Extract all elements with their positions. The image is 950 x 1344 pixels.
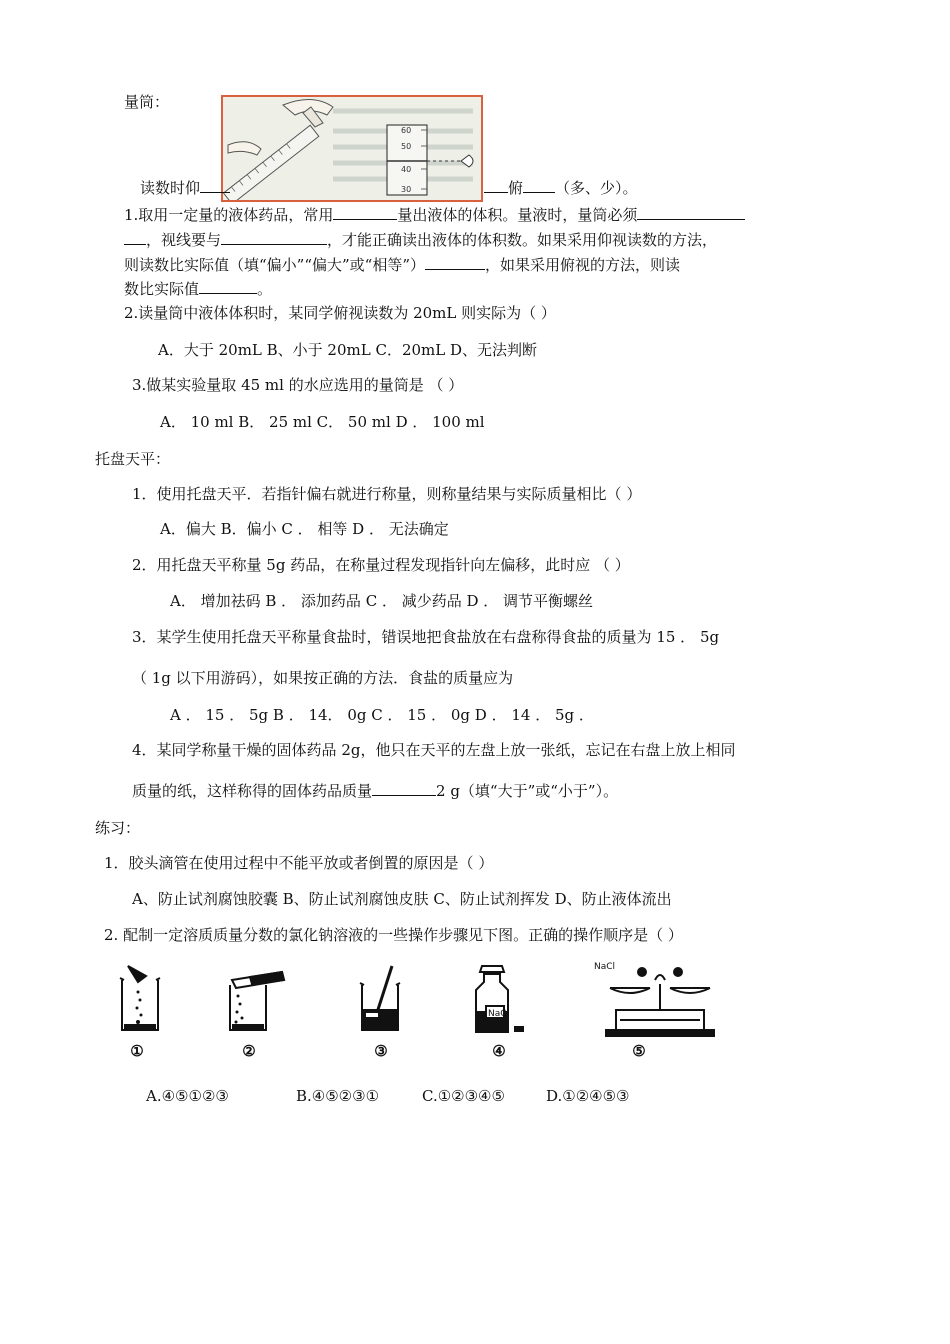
bal-q3-options: A ． 15 ． 5g B ． 14． 0g C ． 15 ． 0g D ． 14 ． 5g ． <box>170 706 594 724</box>
cyl-q1-text-b: 量出液体的体积。量液时，量筒必须 <box>397 206 638 224</box>
step-label-1: ① <box>130 1042 144 1060</box>
reading-prefix: 读数时仰 <box>140 179 201 197</box>
scale-mark-30: 30 <box>401 185 412 194</box>
section-heading-cylinder: 量筒： <box>124 93 170 111</box>
prac-q2-option-d: D.①②④⑤③ <box>546 1087 630 1105</box>
cyl-q1-text-h: 。 <box>257 280 273 298</box>
bal-q2-stem: 2．用托盘天平称量 5g 药品，在称量过程发现指针向左偏移，此时应 （ ） <box>132 556 630 574</box>
reading-suffix: 俯 <box>508 179 524 197</box>
cyl-q1-text-a: 1.取用一定量的液体药品，常用 <box>124 206 334 224</box>
cyl-q2-stem: 2.读量筒中液体体积时，某同学俯视读数为 20mL 则实际为（ ） <box>124 304 556 322</box>
scale-mark-50: 50 <box>401 142 412 151</box>
scale-mark-40: 40 <box>401 165 412 174</box>
step-label-2: ② <box>242 1042 256 1060</box>
prac-q2-option-c: C.①②③④⑤ <box>422 1087 505 1105</box>
section-heading-practice: 练习： <box>95 819 141 837</box>
solution-steps-figure <box>100 960 720 1040</box>
bal-q3-line1: 3．某学生使用托盘天平称量食盐时，错误地把食盐放在右盘称得食盐的质量为 15 ． 5g <box>132 628 720 646</box>
cyl-q3-stem: 3.做某实验量取 45 ml 的水应选用的量筒是 （ ） <box>132 376 464 394</box>
cyl-q1-text-f: ，如果采用俯视的方法，则读 <box>485 256 681 274</box>
cyl-q1-text-e: 则读数比实际值（填“偏小”“偏大”或“相等”） <box>124 256 426 274</box>
bal-q4-line2 <box>132 781 618 801</box>
cyl-q1-text-d: ，才能正确读出液体的体积数。如果采用仰视读数的方法， <box>327 231 718 249</box>
step-label-3: ③ <box>374 1042 388 1060</box>
reading-line-end <box>484 178 638 198</box>
bottle-label: NaCl <box>488 1009 510 1019</box>
scale-mark-60: 60 <box>401 126 412 135</box>
cyl-q1-text-c: ，视线要与 <box>146 231 222 249</box>
step-label-5: ⑤ <box>632 1042 646 1060</box>
cyl-q1-line3 <box>124 255 680 275</box>
cyl-q3-options: A． 10 ml B． 25 ml C． 50 ml D ． 100 ml <box>160 413 485 431</box>
reading-line <box>140 178 230 198</box>
step4-reagent-bottle-icon <box>476 966 524 1032</box>
cyl-q1-text-g: 数比实际值 <box>124 280 200 298</box>
cyl-q1-line4 <box>124 279 272 299</box>
prac-q1-options: A、防止试剂腐蚀胶囊 B、防止试剂腐蚀皮肤 C、防止试剂挥发 D、防止液体流出 <box>132 890 672 908</box>
step5-balance-icon <box>606 968 714 1036</box>
step2-pouring-icon <box>230 972 284 1030</box>
prac-q1-stem: 1．胶头滴管在使用过程中不能平放或者倒置的原因是（ ） <box>104 854 494 872</box>
step3-stirring-icon <box>360 966 400 1030</box>
cylinder-illustration <box>223 97 481 200</box>
section-heading-balance: 托盘天平： <box>95 450 171 468</box>
bal-q4-line1: 4．某同学称量干燥的固体药品 2g，他只在天平的左盘上放一张纸，忘记在右盘上放上相同 <box>132 741 736 759</box>
balance-label: NaCl <box>594 962 616 972</box>
bal-q4-text-a: 质量的纸，这样称得的固体药品质量 <box>132 782 373 800</box>
cyl-q2-options: A．大于 20mL B、小于 20mL C．20mL D、无法判断 <box>158 341 538 359</box>
bal-q4-text-b: 2 g（填“大于”或“小于”）。 <box>436 782 619 800</box>
prac-q2-stem: 2. 配制一定溶质质量分数的氯化钠溶液的一些操作步骤见下图。正确的操作顺序是（ ） <box>104 926 683 944</box>
cyl-q1-line2 <box>124 230 717 250</box>
step-label-4: ④ <box>492 1042 506 1060</box>
cyl-q1-line1 <box>124 205 745 225</box>
cylinder-reading-figure <box>221 95 483 202</box>
reading-tail: （多、少）。 <box>555 179 638 197</box>
bal-q3-line2: （ 1g 以下用游码），如果按正确的方法．食盐的质量应为 <box>132 669 514 687</box>
prac-q2-option-b: B.④⑤②③① <box>296 1087 380 1105</box>
bal-q1-options: A．偏大 B．偏小 C ． 相等 D ． 无法确定 <box>160 520 449 538</box>
step1-beaker-icon <box>120 966 160 1030</box>
prac-q2-option-a: A.④⑤①②③ <box>146 1087 229 1105</box>
bal-q1-stem: 1．使用托盘天平．若指针偏右就进行称量，则称量结果与实际质量相比（ ） <box>132 485 642 503</box>
bal-q2-options: A． 增加祛码 B ． 添加药品 C ． 减少药品 D ． 调节平衡螺丝 <box>170 592 594 610</box>
